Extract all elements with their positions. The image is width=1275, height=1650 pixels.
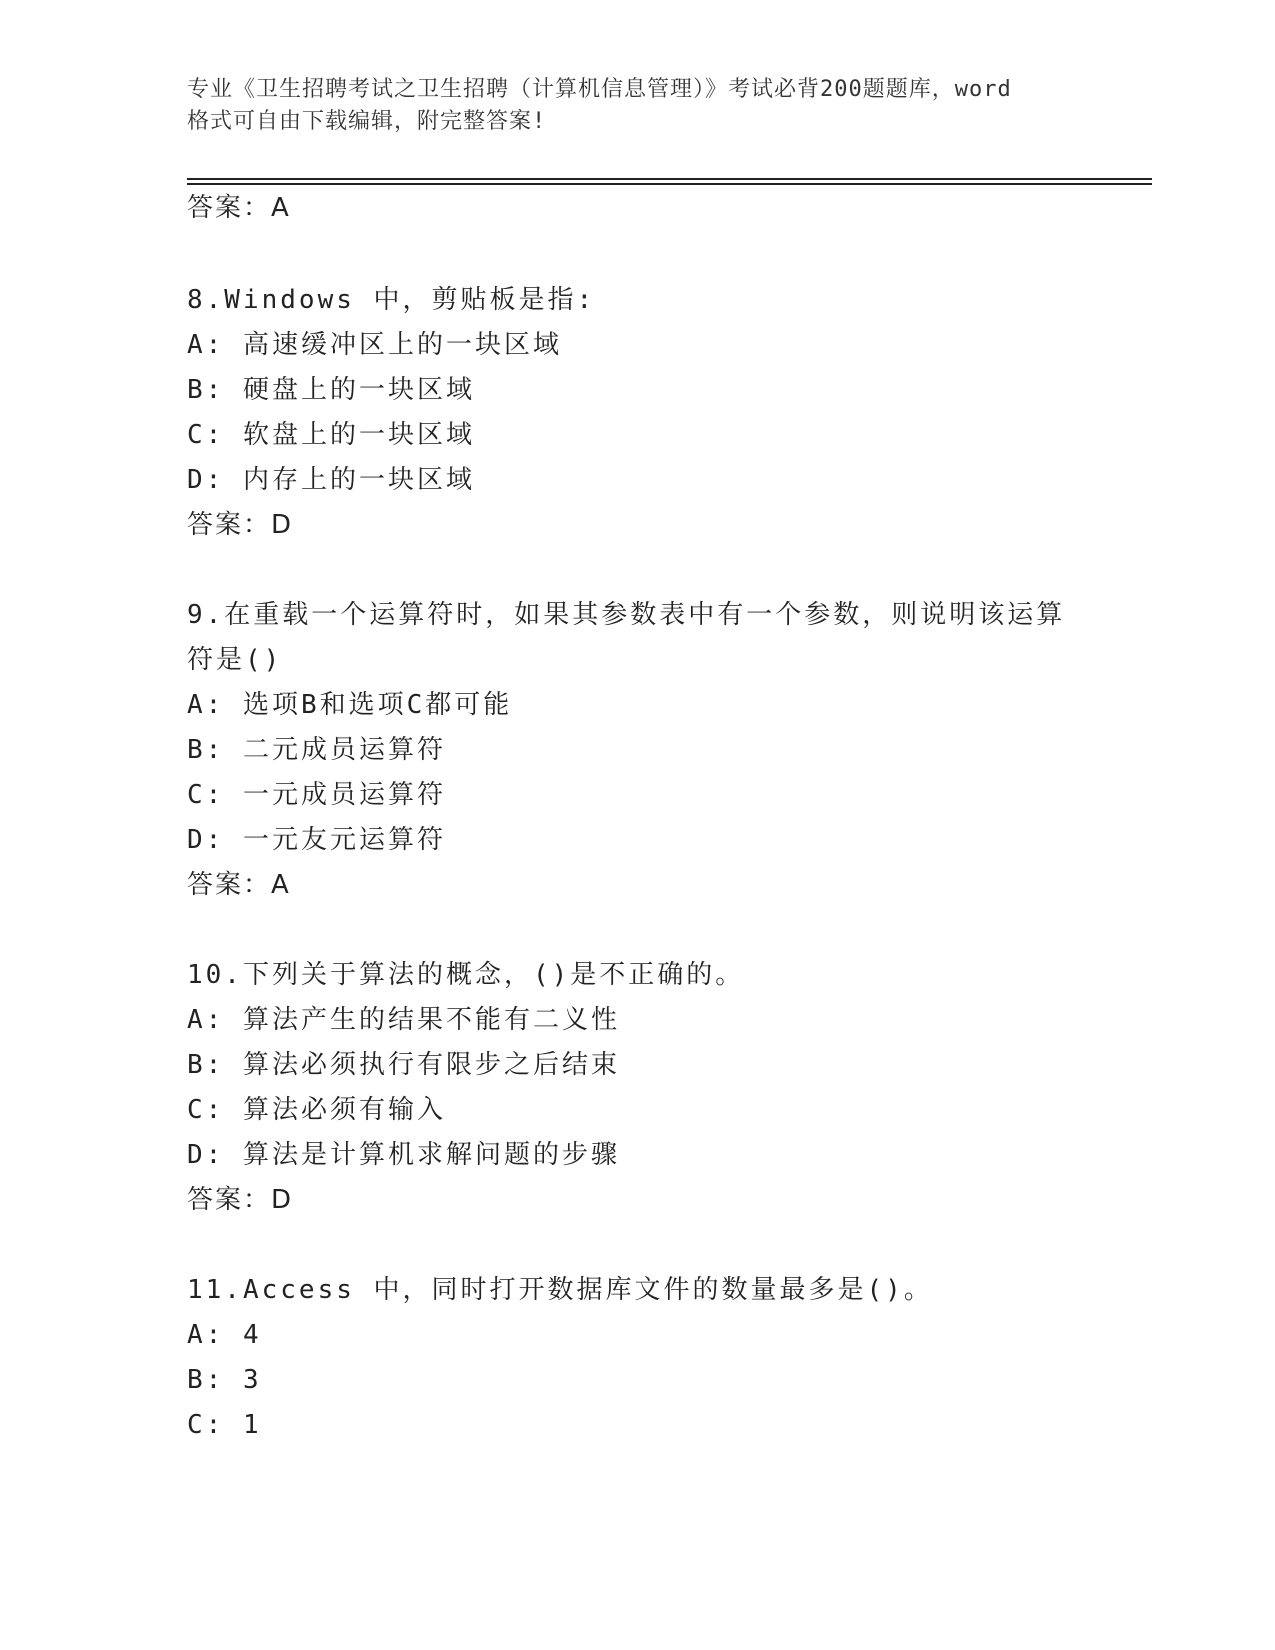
header-line-1: 专业《卫生招聘考试之卫生招聘（计算机信息管理）》考试必背200题题库，word	[187, 77, 1012, 102]
previous-answer: 答案：A	[187, 193, 291, 223]
question-8-stem: 8.Windows 中，剪贴板是指:	[187, 285, 596, 315]
question-8-option-a: A: 高速缓冲区上的一块区域	[187, 330, 562, 360]
document-header	[187, 74, 1087, 138]
question-11-option-a: A: 4	[187, 1320, 262, 1350]
question-9-option-d: D: 一元友元运算符	[187, 825, 446, 855]
question-9-stem-line-1: 9.在重载一个运算符时，如果其参数表中有一个参数，则说明该运算	[187, 600, 1066, 630]
question-9-answer: 答案：A	[187, 870, 291, 900]
question-10-option-b: B: 算法必须执行有限步之后结束	[187, 1050, 620, 1080]
question-9-stem-line-2: 符是()	[187, 645, 283, 675]
question-9-option-b: B: 二元成员运算符	[187, 735, 446, 765]
header-rule-top	[187, 178, 1152, 180]
question-11-option-b: B: 3	[187, 1365, 262, 1395]
question-8-answer: 答案：D	[187, 510, 294, 540]
question-10-option-a: A: 算法产生的结果不能有二义性	[187, 1005, 620, 1035]
question-9-option-a: A: 选项B和选项C都可能	[187, 690, 513, 720]
question-10-option-c: C: 算法必须有输入	[187, 1095, 446, 1125]
header-line-2: 格式可自由下载编辑，附完整答案!	[187, 109, 547, 134]
question-8-option-c: C: 软盘上的一块区域	[187, 420, 475, 450]
question-9-option-c: C: 一元成员运算符	[187, 780, 446, 810]
question-8-option-d: D: 内存上的一块区域	[187, 465, 475, 495]
question-10-option-d: D: 算法是计算机求解问题的步骤	[187, 1140, 620, 1170]
question-11-option-c: C: 1	[187, 1410, 262, 1440]
header-rule-bottom	[187, 183, 1152, 185]
question-10-stem: 10.下列关于算法的概念，()是不正确的。	[187, 960, 745, 990]
question-10-answer: 答案：D	[187, 1185, 294, 1215]
question-11-stem: 11.Access 中，同时打开数据库文件的数量最多是()。	[187, 1275, 933, 1305]
question-8-option-b: B: 硬盘上的一块区域	[187, 375, 475, 405]
